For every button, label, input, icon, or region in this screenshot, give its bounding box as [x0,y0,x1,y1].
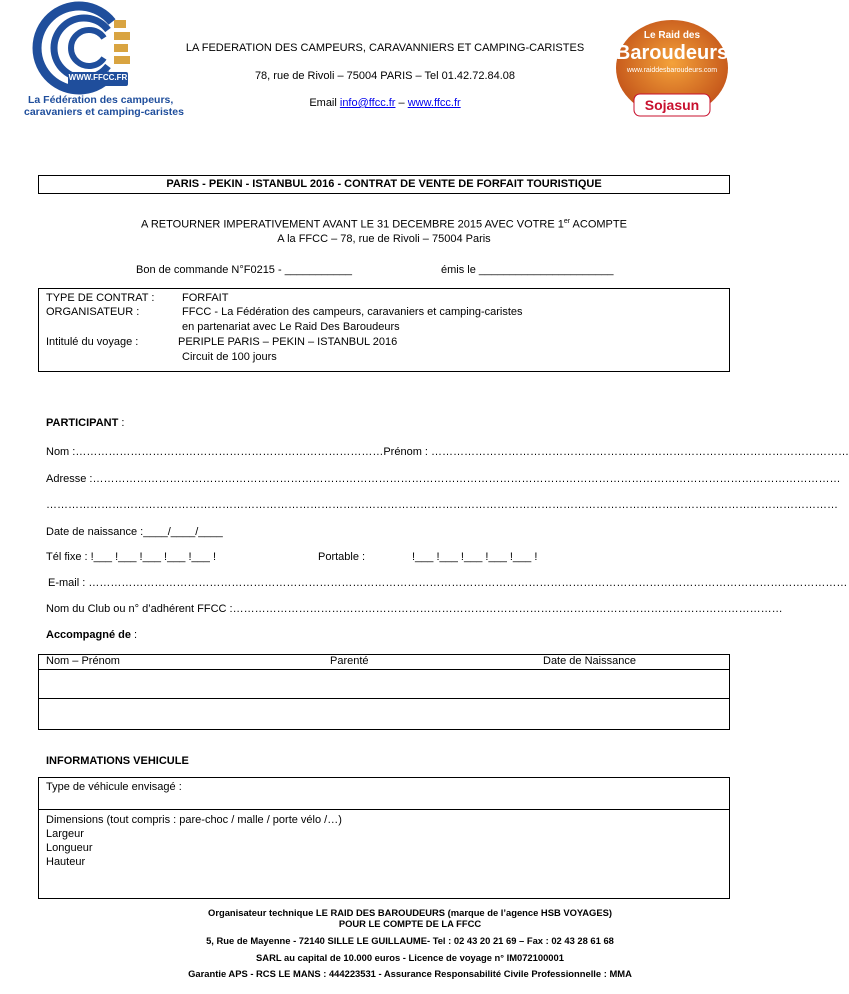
raid-title-1: Le Raid des [643,30,701,41]
contract-type-label: TYPE DE CONTRAT : [46,292,155,304]
raid-baroudeurs-logo [612,18,732,122]
org-address: 78, rue de Rivoli – 75004 PARIS – Tel 01.42.72.84.08 [254,70,516,82]
height-label[interactable]: Hauteur [46,856,86,868]
organizer-value-1: FFCC - La Fédération des campeurs, caravaniers et camping-caristes [182,306,523,318]
org-name: LA FEDERATION DES CAMPEURS, CARAVANNIERS ET CAMPING-CARISTES [185,42,585,54]
issue-date[interactable]: émis le ______________________ [441,264,614,276]
sojasun-logo: Sojasun [644,97,700,113]
contract-type-value: FORFAIT [182,292,229,304]
email-label: Email [309,97,340,109]
trip-title-label: Intitulé du voyage : [46,336,139,348]
club-field[interactable]: Nom du Club ou n° d’adhérent FFCC :…………………………………………………………………………………………………………………………………… [46,603,783,615]
return-deadline: A RETOURNER IMPERATIVEMENT AVANT LE 31 DECEMBRE 2015 AVEC VOTRE 1er ACOMPTE [141,218,627,231]
title-box [38,175,730,194]
trip-title-value-1: PERIPLE PARIS – PEKIN – ISTANBUL 2016 [178,336,398,348]
organizer-label: ORGANISATEUR : [46,306,140,318]
address-field[interactable]: Adresse :…………………………………………………………………………………………………………………………………………………………………………………… [46,473,841,485]
ffcc-tagline-2: caravaniers et camping-caristes [24,106,184,118]
col-birthdate: Date de Naissance [543,655,636,667]
raid-url: www.raiddesbaroudeurs.com [626,67,718,74]
address-field-2[interactable]: ……………………………………………………………………………………………………………………………………………………………………………………………… [46,499,838,511]
footer-line-5: Garantie APS - RCS LE MANS : 444223531 - Assurance Responsabilité Civile Professionnelle : MMA [188,968,632,979]
col-name: Nom – Prénom [46,655,120,667]
raid-title-2: Baroudeurs [615,42,729,64]
footer-line-4: SARL au capital de 10.000 euros - Licence de voyage n° IM072100001 [256,952,564,963]
name-field[interactable]: Nom :…………………………………………………………………………Prénom : …………………………………………………………………………………………………… [46,446,849,458]
email-link[interactable]: info@ffcc.fr [339,97,396,109]
vehicle-heading: INFORMATIONS VEHICULE [46,755,189,767]
vehicle-box [38,777,730,899]
trip-title-value-2: Circuit de 100 jours [182,351,277,363]
organizer-value-2: en partenariat avec Le Raid Des Baroudeurs [182,321,400,333]
order-number[interactable]: Bon de commande N°F0215 - ___________ [136,264,352,276]
length-label[interactable]: Longueur [46,842,93,854]
companion-row-1[interactable] [39,669,729,699]
footer-line-1: Organisateur technique LE RAID DES BAROUDEURS (marque de l’agence HSB VOYAGES) [208,907,612,918]
participant-heading: PARTICIPANT : [46,417,125,429]
birthdate-field[interactable]: Date de naissance :____/____/____ [46,526,223,538]
companion-heading: Accompagné de : [46,629,138,641]
ffcc-tagline-1: La Fédération des campeurs, [28,94,174,106]
org-contact [150,97,620,109]
dimensions-label: Dimensions (tout compris : pare-choc / malle / porte vélo /…) [46,814,342,826]
footer-line-3: 5, Rue de Mayenne - 72140 SILLE LE GUILLAUME- Tel : 02 43 20 21 69 – Fax : 02 43 28 61 68 [206,935,614,946]
separator: – [395,97,408,109]
col-relationship: Parenté [330,655,369,667]
companion-row-2[interactable] [39,699,729,729]
mobile-label: Portable : [318,551,366,563]
footer-line-2: POUR LE COMPTE DE LA FFCC [338,918,482,929]
vehicle-type-label: Type de véhicule envisagé : [46,781,182,793]
width-label[interactable]: Largeur [46,828,84,840]
mobile-field[interactable]: !___ !___ !___ !___ !___ ! [412,551,538,563]
landline-field[interactable]: Tél fixe : !___ !___ !___ !___ !___ ! [46,551,217,563]
email-field[interactable]: E-mail : ……………………………………………………………………………………………………………………………………………………………………………………… [48,577,848,589]
return-address: A la FFCC – 78, rue de Rivoli – 75004 Paris [277,233,491,245]
contract-title: PARIS - PEKIN - ISTANBUL 2016 - CONTRAT DE VENTE DE FORFAIT TOURISTIQUE [166,178,602,190]
website-link[interactable]: www.ffcc.fr [407,97,461,109]
ffcc-badge: WWW.FFCC.FR [68,73,128,82]
